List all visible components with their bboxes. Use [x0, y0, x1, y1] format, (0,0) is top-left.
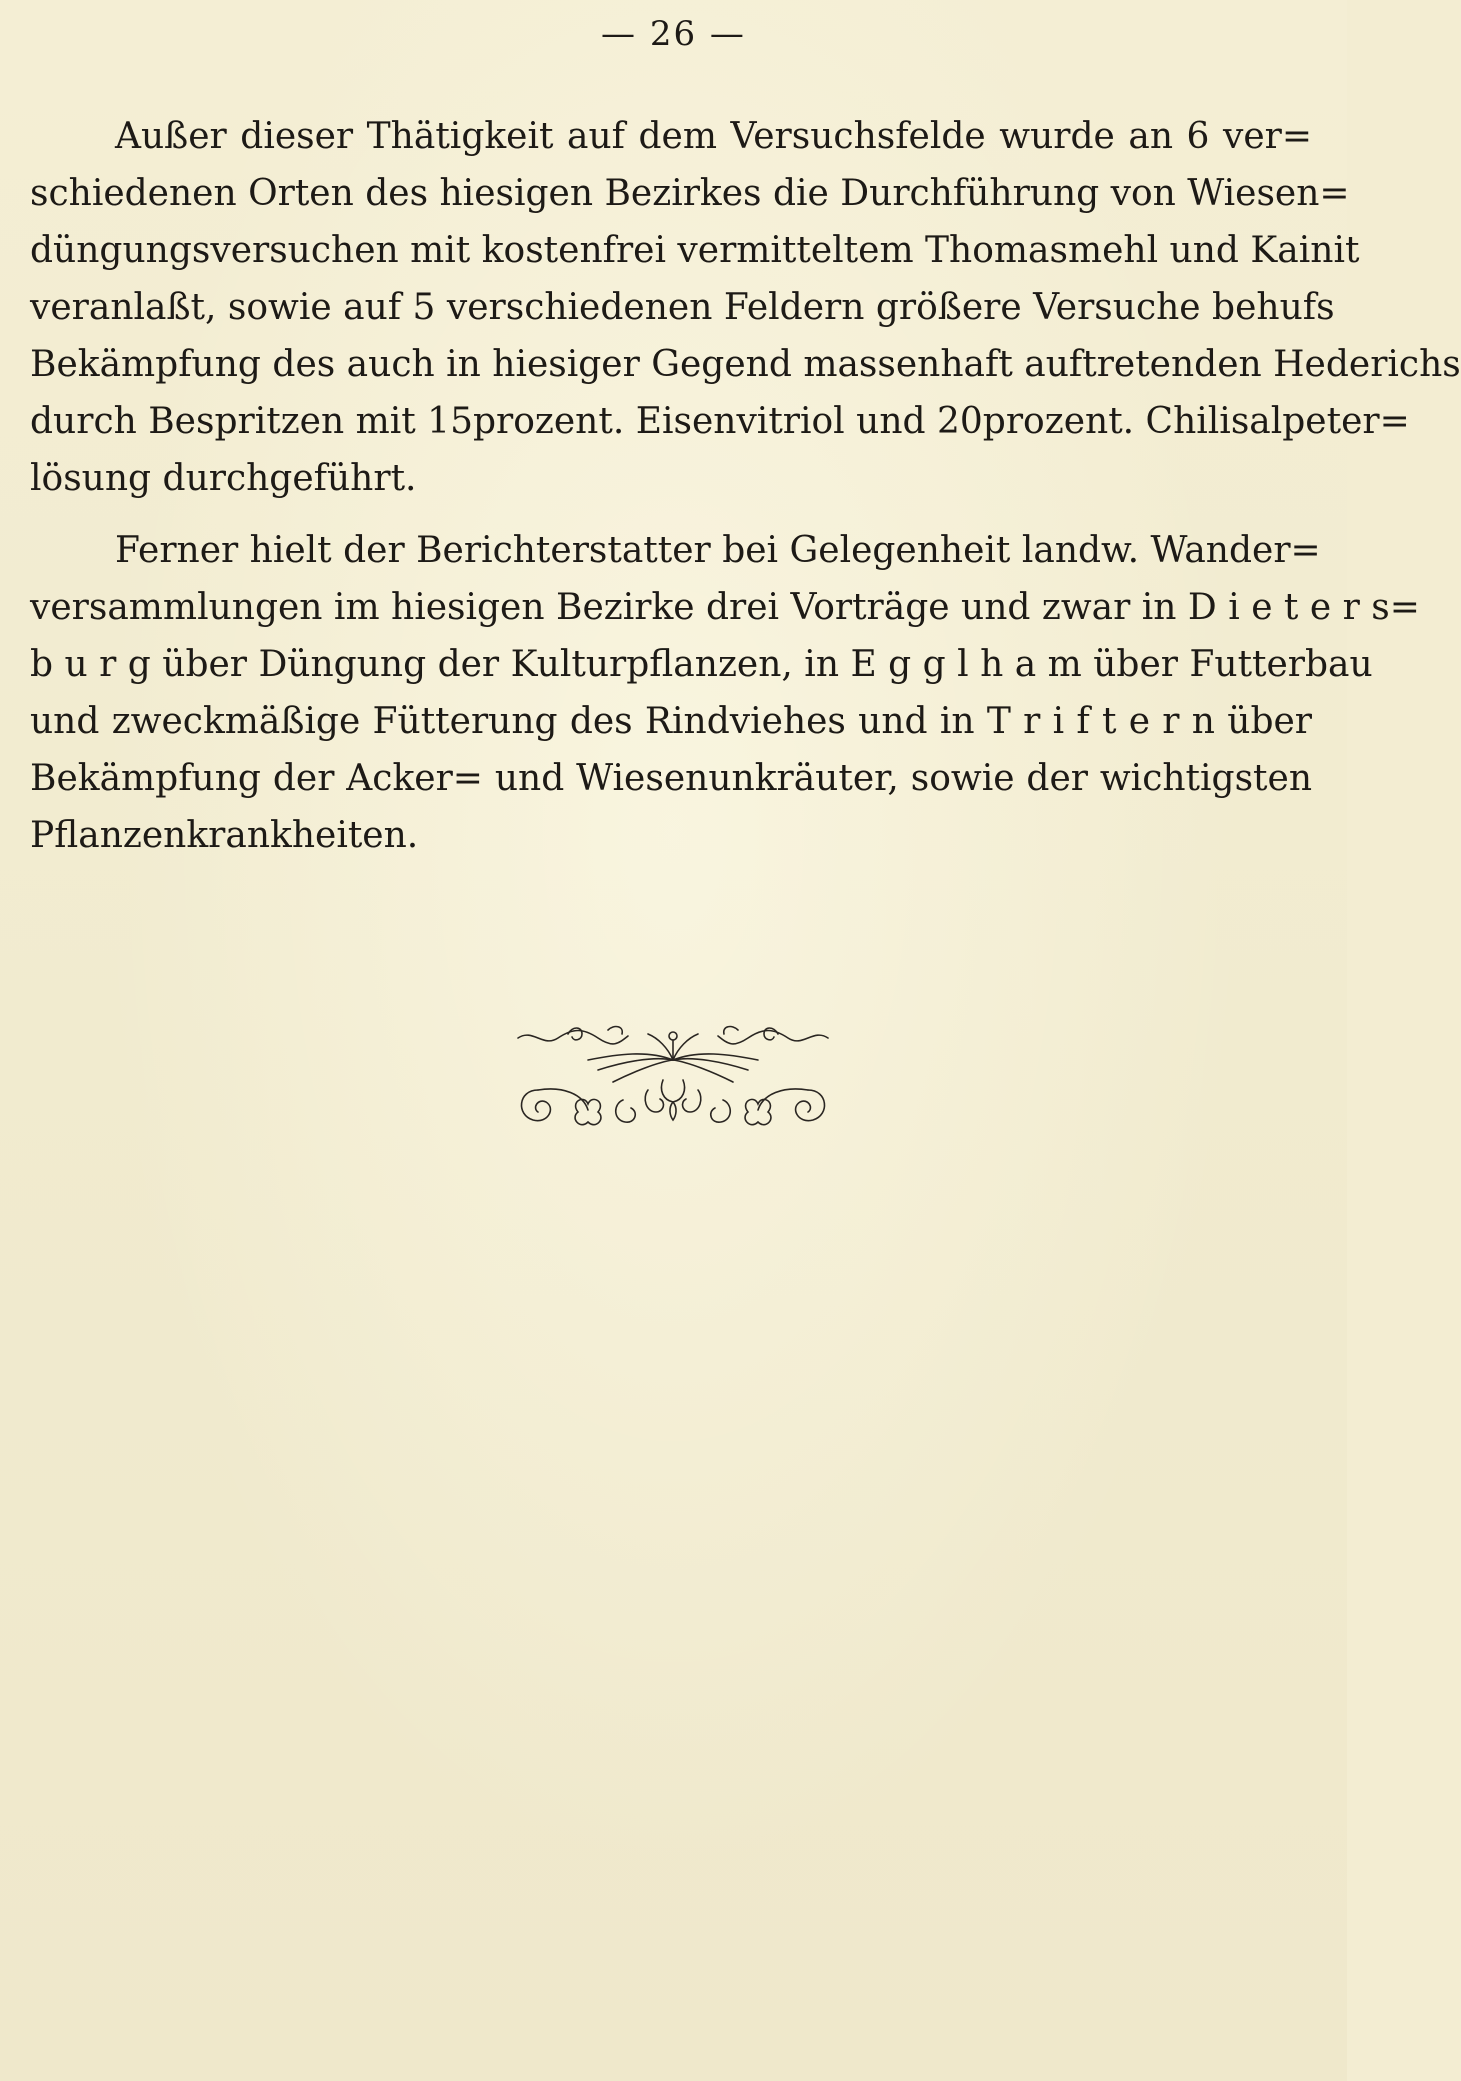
text-line: und zweckmäßige Fütterung des Rindviehes und in T r i f t e r n über — [30, 701, 1312, 742]
paragraph-1 — [30, 108, 1461, 507]
page-number: — 26 — — [601, 14, 746, 54]
text-line: Bekämpfung des auch in hiesiger Gegend massenhaft auftretenden Hederichs — [30, 344, 1461, 385]
text-line: Bekämpfung der Acker= und Wiesenunkräuter, sowie der wichtigsten — [30, 758, 1312, 799]
text-line: Außer dieser Thätigkeit auf dem Versuchsfelde wurde an 6 ver= — [115, 116, 1312, 157]
text-line: lösung durchgeführt. — [30, 458, 417, 499]
text-line: versammlungen im hiesigen Bezirke drei Vorträge und zwar in D i e t e r s= — [30, 587, 1420, 628]
text-line: Ferner hielt der Berichterstatter bei Gelegenheit landw. Wander= — [115, 530, 1321, 571]
text-line: durch Bespritzen mit 15prozent. Eisenvitriol und 20prozent. Chilisalpeter= — [30, 401, 1410, 442]
body-text — [30, 108, 1461, 864]
text-line: schiedenen Orten des hiesigen Bezirkes die Durchführung von Wiesen= — [30, 173, 1350, 214]
text-line: b u r g über Düngung der Kulturpflanzen, in E g g l h a m über Futterbau — [30, 644, 1373, 685]
floral-vignette-ornament-icon — [508, 1020, 838, 1140]
text-line: düngungsversuchen mit kostenfrei vermitteltem Thomasmehl und Kainit — [30, 230, 1360, 271]
paragraph-2 — [30, 522, 1420, 864]
text-line: Pflanzenkrankheiten. — [30, 815, 419, 856]
text-line: veranlaßt, sowie auf 5 verschiedenen Feldern größere Versuche behufs — [30, 287, 1335, 328]
